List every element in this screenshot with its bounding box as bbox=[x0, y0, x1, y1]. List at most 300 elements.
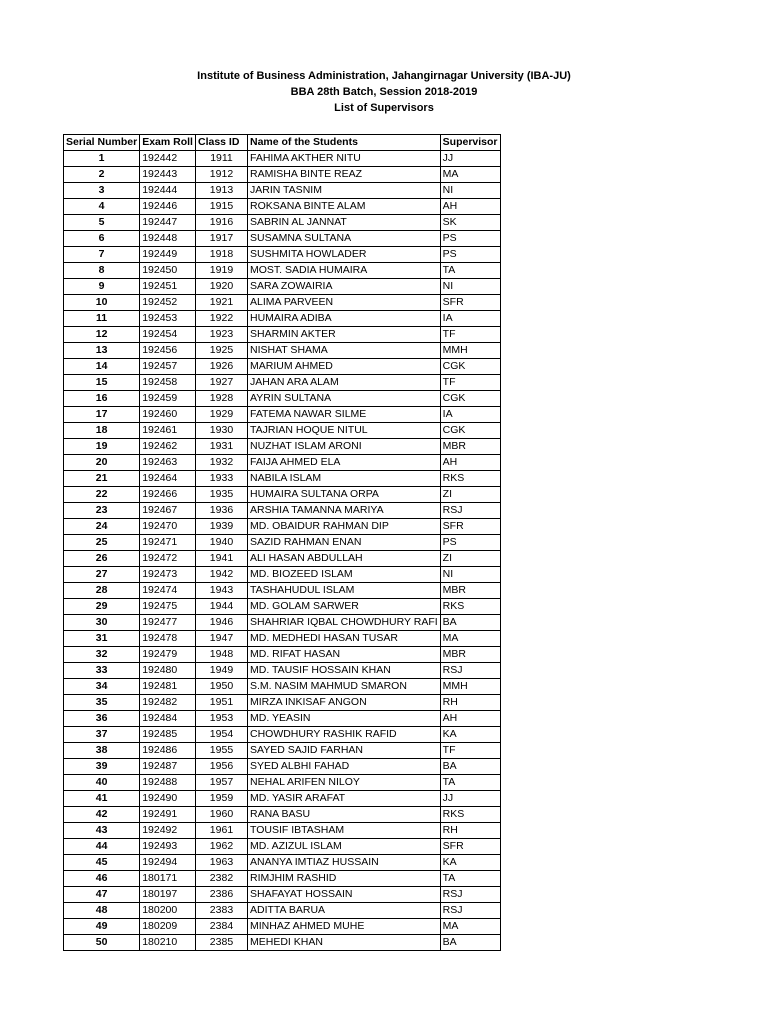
exam-roll-cell: 192444 bbox=[140, 183, 196, 199]
student-name-cell: SAYED SAJID FARHAN bbox=[247, 743, 440, 759]
student-name-cell: MD. MEDHEDI HASAN TUSAR bbox=[247, 631, 440, 647]
supervisor-cell: PS bbox=[440, 535, 500, 551]
exam-roll-cell: 192473 bbox=[140, 567, 196, 583]
table-row bbox=[64, 231, 501, 247]
exam-roll-cell: 192456 bbox=[140, 343, 196, 359]
table-row bbox=[64, 311, 501, 327]
table-row bbox=[64, 743, 501, 759]
exam-roll-cell: 192462 bbox=[140, 439, 196, 455]
table-row bbox=[64, 823, 501, 839]
supervisor-cell: SK bbox=[440, 215, 500, 231]
student-name-cell: SABRIN AL JANNAT bbox=[247, 215, 440, 231]
supervisor-table bbox=[63, 134, 501, 951]
class-id-cell: 1929 bbox=[195, 407, 247, 423]
supervisor-cell: RKS bbox=[440, 807, 500, 823]
supervisor-cell: JJ bbox=[440, 791, 500, 807]
exam-roll-cell: 192467 bbox=[140, 503, 196, 519]
supervisor-cell: RH bbox=[440, 823, 500, 839]
column-header-serial-number: Serial Number bbox=[64, 135, 140, 151]
student-name-cell: ROKSANA BINTE ALAM bbox=[247, 199, 440, 215]
exam-roll-cell: 192446 bbox=[140, 199, 196, 215]
table-row bbox=[64, 567, 501, 583]
supervisor-cell: MA bbox=[440, 631, 500, 647]
student-name-cell: AYRIN SULTANA bbox=[247, 391, 440, 407]
exam-roll-cell: 192451 bbox=[140, 279, 196, 295]
exam-roll-cell: 192490 bbox=[140, 791, 196, 807]
exam-roll-cell: 192492 bbox=[140, 823, 196, 839]
exam-roll-cell: 192471 bbox=[140, 535, 196, 551]
exam-roll-cell: 192487 bbox=[140, 759, 196, 775]
table-row bbox=[64, 519, 501, 535]
student-name-cell: JARIN TASNIM bbox=[247, 183, 440, 199]
student-name-cell: FAHIMA AKTHER NITU bbox=[247, 151, 440, 167]
column-header-exam-roll: Exam Roll bbox=[140, 135, 196, 151]
class-id-cell: 1917 bbox=[195, 231, 247, 247]
class-id-cell: 1918 bbox=[195, 247, 247, 263]
supervisor-cell: RSJ bbox=[440, 663, 500, 679]
student-name-cell: NEHAL ARIFEN NILOY bbox=[247, 775, 440, 791]
class-id-cell: 1944 bbox=[195, 599, 247, 615]
student-name-cell: SAZID RAHMAN ENAN bbox=[247, 535, 440, 551]
serial-number-cell: 17 bbox=[64, 407, 140, 423]
exam-roll-cell: 180209 bbox=[140, 919, 196, 935]
student-name-cell: HUMAIRA ADIBA bbox=[247, 311, 440, 327]
class-id-cell: 1954 bbox=[195, 727, 247, 743]
table-row bbox=[64, 711, 501, 727]
class-id-cell: 1959 bbox=[195, 791, 247, 807]
serial-number-cell: 27 bbox=[64, 567, 140, 583]
serial-number-cell: 20 bbox=[64, 455, 140, 471]
exam-roll-cell: 192481 bbox=[140, 679, 196, 695]
table-row bbox=[64, 935, 501, 951]
student-name-cell: SHAHRIAR IQBAL CHOWDHURY RAFI bbox=[247, 615, 440, 631]
supervisor-cell: RSJ bbox=[440, 503, 500, 519]
student-name-cell: FAIJA AHMED ELA bbox=[247, 455, 440, 471]
serial-number-cell: 12 bbox=[64, 327, 140, 343]
student-name-cell: ANANYA IMTIAZ HUSSAIN bbox=[247, 855, 440, 871]
student-name-cell: ALIMA PARVEEN bbox=[247, 295, 440, 311]
supervisor-cell: RKS bbox=[440, 471, 500, 487]
student-name-cell: CHOWDHURY RASHIK RAFID bbox=[247, 727, 440, 743]
table-row bbox=[64, 215, 501, 231]
exam-roll-cell: 192466 bbox=[140, 487, 196, 503]
exam-roll-cell: 192480 bbox=[140, 663, 196, 679]
supervisor-cell: KA bbox=[440, 855, 500, 871]
table-row bbox=[64, 631, 501, 647]
exam-roll-cell: 192450 bbox=[140, 263, 196, 279]
table-row bbox=[64, 439, 501, 455]
serial-number-cell: 26 bbox=[64, 551, 140, 567]
serial-number-cell: 1 bbox=[64, 151, 140, 167]
serial-number-cell: 7 bbox=[64, 247, 140, 263]
table-row bbox=[64, 359, 501, 375]
class-id-cell: 1951 bbox=[195, 695, 247, 711]
class-id-cell: 2386 bbox=[195, 887, 247, 903]
table-row bbox=[64, 919, 501, 935]
table-row bbox=[64, 791, 501, 807]
student-name-cell: SYED ALBHI FAHAD bbox=[247, 759, 440, 775]
serial-number-cell: 29 bbox=[64, 599, 140, 615]
table-row bbox=[64, 423, 501, 439]
class-id-cell: 1950 bbox=[195, 679, 247, 695]
serial-number-cell: 28 bbox=[64, 583, 140, 599]
student-name-cell: TOUSIF IBTASHAM bbox=[247, 823, 440, 839]
serial-number-cell: 38 bbox=[64, 743, 140, 759]
class-id-cell: 2384 bbox=[195, 919, 247, 935]
class-id-cell: 1930 bbox=[195, 423, 247, 439]
serial-number-cell: 41 bbox=[64, 791, 140, 807]
class-id-cell: 1923 bbox=[195, 327, 247, 343]
supervisor-cell: CGK bbox=[440, 391, 500, 407]
serial-number-cell: 14 bbox=[64, 359, 140, 375]
table-row bbox=[64, 663, 501, 679]
student-name-cell: MD. OBAIDUR RAHMAN DIP bbox=[247, 519, 440, 535]
exam-roll-cell: 192443 bbox=[140, 167, 196, 183]
exam-roll-cell: 180200 bbox=[140, 903, 196, 919]
table-row bbox=[64, 535, 501, 551]
exam-roll-cell: 192491 bbox=[140, 807, 196, 823]
class-id-cell: 1947 bbox=[195, 631, 247, 647]
supervisor-cell: ZI bbox=[440, 487, 500, 503]
student-name-cell: RANA BASU bbox=[247, 807, 440, 823]
table-row bbox=[64, 487, 501, 503]
supervisor-cell: TA bbox=[440, 775, 500, 791]
serial-number-cell: 25 bbox=[64, 535, 140, 551]
table-row bbox=[64, 679, 501, 695]
student-name-cell: RIMJHIM RASHID bbox=[247, 871, 440, 887]
table-row bbox=[64, 407, 501, 423]
table-row bbox=[64, 247, 501, 263]
serial-number-cell: 9 bbox=[64, 279, 140, 295]
class-id-cell: 1932 bbox=[195, 455, 247, 471]
class-id-cell: 1919 bbox=[195, 263, 247, 279]
class-id-cell: 1949 bbox=[195, 663, 247, 679]
exam-roll-cell: 192461 bbox=[140, 423, 196, 439]
class-id-cell: 1948 bbox=[195, 647, 247, 663]
class-id-cell: 2382 bbox=[195, 871, 247, 887]
serial-number-cell: 39 bbox=[64, 759, 140, 775]
class-id-cell: 1936 bbox=[195, 503, 247, 519]
supervisor-cell: NI bbox=[440, 567, 500, 583]
exam-roll-cell: 192488 bbox=[140, 775, 196, 791]
class-id-cell: 1961 bbox=[195, 823, 247, 839]
class-id-cell: 1941 bbox=[195, 551, 247, 567]
table-row bbox=[64, 167, 501, 183]
class-id-cell: 2383 bbox=[195, 903, 247, 919]
table-row bbox=[64, 839, 501, 855]
class-id-cell: 1927 bbox=[195, 375, 247, 391]
batch-session: BBA 28th Batch, Session 2018-2019 bbox=[290, 86, 478, 98]
class-id-cell: 1916 bbox=[195, 215, 247, 231]
serial-number-cell: 33 bbox=[64, 663, 140, 679]
supervisor-cell: ZI bbox=[440, 551, 500, 567]
supervisor-cell: RKS bbox=[440, 599, 500, 615]
table-row bbox=[64, 695, 501, 711]
serial-number-cell: 49 bbox=[64, 919, 140, 935]
table-row bbox=[64, 455, 501, 471]
supervisor-cell: IA bbox=[440, 311, 500, 327]
column-header-supervisor: Supervisor bbox=[440, 135, 500, 151]
exam-roll-cell: 192447 bbox=[140, 215, 196, 231]
table-row bbox=[64, 615, 501, 631]
table-row bbox=[64, 599, 501, 615]
supervisor-cell: MMH bbox=[440, 679, 500, 695]
exam-roll-cell: 192457 bbox=[140, 359, 196, 375]
table-row bbox=[64, 151, 501, 167]
student-name-cell: NABILA ISLAM bbox=[247, 471, 440, 487]
student-name-cell: TASHAHUDUL ISLAM bbox=[247, 583, 440, 599]
serial-number-cell: 40 bbox=[64, 775, 140, 791]
exam-roll-cell: 192449 bbox=[140, 247, 196, 263]
student-name-cell: MEHEDI KHAN bbox=[247, 935, 440, 951]
class-id-cell: 1928 bbox=[195, 391, 247, 407]
serial-number-cell: 5 bbox=[64, 215, 140, 231]
table-row bbox=[64, 295, 501, 311]
supervisor-cell: AH bbox=[440, 455, 500, 471]
serial-number-cell: 6 bbox=[64, 231, 140, 247]
serial-number-cell: 18 bbox=[64, 423, 140, 439]
exam-roll-cell: 192484 bbox=[140, 711, 196, 727]
table-row bbox=[64, 583, 501, 599]
serial-number-cell: 3 bbox=[64, 183, 140, 199]
student-name-cell: JAHAN ARA ALAM bbox=[247, 375, 440, 391]
class-id-cell: 1926 bbox=[195, 359, 247, 375]
class-id-cell: 1922 bbox=[195, 311, 247, 327]
exam-roll-cell: 192472 bbox=[140, 551, 196, 567]
supervisor-cell: SFR bbox=[440, 519, 500, 535]
class-id-cell: 2385 bbox=[195, 935, 247, 951]
student-name-cell: MD. BIOZEED ISLAM bbox=[247, 567, 440, 583]
student-name-cell: RAMISHA BINTE REAZ bbox=[247, 167, 440, 183]
supervisor-cell: MA bbox=[440, 167, 500, 183]
student-name-cell: MD. YEASIN bbox=[247, 711, 440, 727]
serial-number-cell: 23 bbox=[64, 503, 140, 519]
supervisor-cell: MBR bbox=[440, 583, 500, 599]
exam-roll-cell: 192470 bbox=[140, 519, 196, 535]
exam-roll-cell: 192464 bbox=[140, 471, 196, 487]
table-row bbox=[64, 327, 501, 343]
student-name-cell: MD. TAUSIF HOSSAIN KHAN bbox=[247, 663, 440, 679]
student-name-cell: MIRZA INKISAF ANGON bbox=[247, 695, 440, 711]
exam-roll-cell: 192493 bbox=[140, 839, 196, 855]
exam-roll-cell: 192479 bbox=[140, 647, 196, 663]
serial-number-cell: 36 bbox=[64, 711, 140, 727]
supervisor-cell: TA bbox=[440, 263, 500, 279]
exam-roll-cell: 180210 bbox=[140, 935, 196, 951]
table-row bbox=[64, 871, 501, 887]
serial-number-cell: 15 bbox=[64, 375, 140, 391]
serial-number-cell: 47 bbox=[64, 887, 140, 903]
student-name-cell: SHAFAYAT HOSSAIN bbox=[247, 887, 440, 903]
exam-roll-cell: 192494 bbox=[140, 855, 196, 871]
table-row bbox=[64, 903, 501, 919]
column-header-class-id: Class ID bbox=[195, 135, 247, 151]
student-name-cell: ALI HASAN ABDULLAH bbox=[247, 551, 440, 567]
exam-roll-cell: 192474 bbox=[140, 583, 196, 599]
serial-number-cell: 48 bbox=[64, 903, 140, 919]
table-row bbox=[64, 807, 501, 823]
institute-title: Institute of Business Administration, Jahangirnagar University (IBA-JU) bbox=[197, 70, 571, 82]
class-id-cell: 1960 bbox=[195, 807, 247, 823]
document-header bbox=[0, 68, 768, 116]
exam-roll-cell: 180197 bbox=[140, 887, 196, 903]
serial-number-cell: 45 bbox=[64, 855, 140, 871]
table-row bbox=[64, 391, 501, 407]
class-id-cell: 1955 bbox=[195, 743, 247, 759]
class-id-cell: 1963 bbox=[195, 855, 247, 871]
table-row bbox=[64, 855, 501, 871]
student-name-cell: S.M. NASIM MAHMUD SMARON bbox=[247, 679, 440, 695]
exam-roll-cell: 192475 bbox=[140, 599, 196, 615]
table-row bbox=[64, 183, 501, 199]
table-row bbox=[64, 647, 501, 663]
table-row bbox=[64, 263, 501, 279]
class-id-cell: 1912 bbox=[195, 167, 247, 183]
exam-roll-cell: 192486 bbox=[140, 743, 196, 759]
exam-roll-cell: 192460 bbox=[140, 407, 196, 423]
column-header-student-name: Name of the Students bbox=[247, 135, 440, 151]
class-id-cell: 1931 bbox=[195, 439, 247, 455]
serial-number-cell: 8 bbox=[64, 263, 140, 279]
serial-number-cell: 21 bbox=[64, 471, 140, 487]
serial-number-cell: 11 bbox=[64, 311, 140, 327]
student-name-cell: SUSHMITA HOWLADER bbox=[247, 247, 440, 263]
supervisor-cell: SFR bbox=[440, 839, 500, 855]
supervisor-cell: MBR bbox=[440, 647, 500, 663]
class-id-cell: 1915 bbox=[195, 199, 247, 215]
supervisor-cell: AH bbox=[440, 711, 500, 727]
exam-roll-cell: 180171 bbox=[140, 871, 196, 887]
serial-number-cell: 22 bbox=[64, 487, 140, 503]
student-name-cell: ARSHIA TAMANNA MARIYA bbox=[247, 503, 440, 519]
supervisor-cell: TF bbox=[440, 327, 500, 343]
serial-number-cell: 35 bbox=[64, 695, 140, 711]
class-id-cell: 1925 bbox=[195, 343, 247, 359]
serial-number-cell: 32 bbox=[64, 647, 140, 663]
supervisor-cell: NI bbox=[440, 279, 500, 295]
supervisor-cell: PS bbox=[440, 231, 500, 247]
student-name-cell: MD. GOLAM SARWER bbox=[247, 599, 440, 615]
exam-roll-cell: 192448 bbox=[140, 231, 196, 247]
table-body bbox=[64, 151, 501, 951]
supervisor-cell: BA bbox=[440, 935, 500, 951]
table-row bbox=[64, 759, 501, 775]
serial-number-cell: 42 bbox=[64, 807, 140, 823]
exam-roll-cell: 192482 bbox=[140, 695, 196, 711]
student-name-cell: MD. AZIZUL ISLAM bbox=[247, 839, 440, 855]
serial-number-cell: 13 bbox=[64, 343, 140, 359]
class-id-cell: 1913 bbox=[195, 183, 247, 199]
serial-number-cell: 30 bbox=[64, 615, 140, 631]
exam-roll-cell: 192452 bbox=[140, 295, 196, 311]
exam-roll-cell: 192459 bbox=[140, 391, 196, 407]
class-id-cell: 1911 bbox=[195, 151, 247, 167]
serial-number-cell: 50 bbox=[64, 935, 140, 951]
table-row bbox=[64, 551, 501, 567]
supervisor-cell: IA bbox=[440, 407, 500, 423]
serial-number-cell: 46 bbox=[64, 871, 140, 887]
table-row bbox=[64, 199, 501, 215]
supervisor-cell: TA bbox=[440, 871, 500, 887]
serial-number-cell: 4 bbox=[64, 199, 140, 215]
supervisor-cell: MBR bbox=[440, 439, 500, 455]
class-id-cell: 1920 bbox=[195, 279, 247, 295]
class-id-cell: 1921 bbox=[195, 295, 247, 311]
student-name-cell: NISHAT SHAMA bbox=[247, 343, 440, 359]
class-id-cell: 1953 bbox=[195, 711, 247, 727]
class-id-cell: 1933 bbox=[195, 471, 247, 487]
class-id-cell: 1942 bbox=[195, 567, 247, 583]
supervisor-cell: MA bbox=[440, 919, 500, 935]
exam-roll-cell: 192477 bbox=[140, 615, 196, 631]
table-header-row bbox=[64, 135, 501, 151]
student-name-cell: SUSAMNA SULTANA bbox=[247, 231, 440, 247]
serial-number-cell: 16 bbox=[64, 391, 140, 407]
student-name-cell: SHARMIN AKTER bbox=[247, 327, 440, 343]
student-name-cell: NUZHAT ISLAM ARONI bbox=[247, 439, 440, 455]
class-id-cell: 1939 bbox=[195, 519, 247, 535]
class-id-cell: 1946 bbox=[195, 615, 247, 631]
exam-roll-cell: 192485 bbox=[140, 727, 196, 743]
supervisor-cell: BA bbox=[440, 759, 500, 775]
student-name-cell: MD. RIFAT HASAN bbox=[247, 647, 440, 663]
student-name-cell: MOST. SADIA HUMAIRA bbox=[247, 263, 440, 279]
serial-number-cell: 43 bbox=[64, 823, 140, 839]
table-row bbox=[64, 471, 501, 487]
class-id-cell: 1962 bbox=[195, 839, 247, 855]
exam-roll-cell: 192478 bbox=[140, 631, 196, 647]
supervisor-cell: KA bbox=[440, 727, 500, 743]
supervisor-cell: NI bbox=[440, 183, 500, 199]
serial-number-cell: 24 bbox=[64, 519, 140, 535]
serial-number-cell: 2 bbox=[64, 167, 140, 183]
class-id-cell: 1956 bbox=[195, 759, 247, 775]
serial-number-cell: 19 bbox=[64, 439, 140, 455]
student-name-cell: SARA ZOWAIRIA bbox=[247, 279, 440, 295]
supervisor-cell: RSJ bbox=[440, 887, 500, 903]
supervisor-cell: AH bbox=[440, 199, 500, 215]
student-name-cell: MINHAZ AHMED MUHE bbox=[247, 919, 440, 935]
supervisor-cell: TF bbox=[440, 743, 500, 759]
supervisor-cell: TF bbox=[440, 375, 500, 391]
supervisor-cell: BA bbox=[440, 615, 500, 631]
table-row bbox=[64, 503, 501, 519]
student-name-cell: FATEMA NAWAR SILME bbox=[247, 407, 440, 423]
list-title: List of Supervisors bbox=[334, 102, 434, 114]
supervisor-cell: JJ bbox=[440, 151, 500, 167]
supervisor-cell: SFR bbox=[440, 295, 500, 311]
exam-roll-cell: 192463 bbox=[140, 455, 196, 471]
exam-roll-cell: 192458 bbox=[140, 375, 196, 391]
serial-number-cell: 34 bbox=[64, 679, 140, 695]
student-name-cell: MD. YASIR ARAFAT bbox=[247, 791, 440, 807]
serial-number-cell: 44 bbox=[64, 839, 140, 855]
serial-number-cell: 37 bbox=[64, 727, 140, 743]
supervisor-cell: MMH bbox=[440, 343, 500, 359]
table-row bbox=[64, 343, 501, 359]
exam-roll-cell: 192454 bbox=[140, 327, 196, 343]
table-row bbox=[64, 279, 501, 295]
serial-number-cell: 10 bbox=[64, 295, 140, 311]
exam-roll-cell: 192442 bbox=[140, 151, 196, 167]
table-row bbox=[64, 887, 501, 903]
student-name-cell: MARIUM AHMED bbox=[247, 359, 440, 375]
supervisor-cell: CGK bbox=[440, 423, 500, 439]
supervisor-cell: CGK bbox=[440, 359, 500, 375]
student-name-cell: TAJRIAN HOQUE NITUL bbox=[247, 423, 440, 439]
class-id-cell: 1943 bbox=[195, 583, 247, 599]
supervisor-cell: RH bbox=[440, 695, 500, 711]
